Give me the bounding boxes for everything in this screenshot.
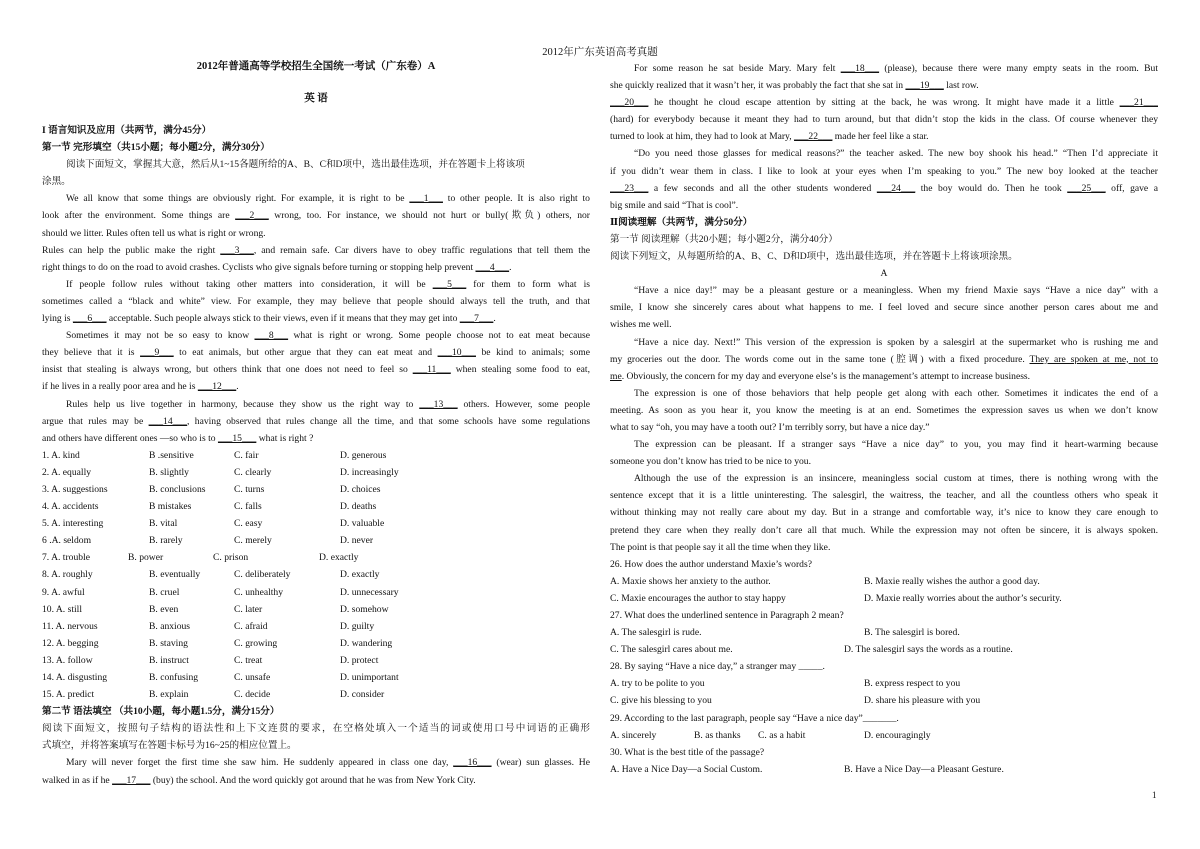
section1-heading: 第一节 完形填空（共15小题；每小题2分，满分30分） (42, 142, 270, 154)
reading-passage-line: sentence except that it is a little uninteresting. The salesgirl, the waitress, the teacher, and all the countless others who speak it (610, 490, 1158, 502)
cloze-passage-line: Rules help us live together in harmony, because they show us the right way to ___13___ others. However, some people (66, 398, 590, 410)
page-header: 2012年广东英语高考真题 (542, 47, 658, 58)
option-row (42, 635, 590, 652)
question-stem: 26. How does the author understand Maxie’s words? (610, 558, 812, 570)
grammar-passage-line: (hard) for everybody because it meant they had to turn around, but that didn’t stop the kids in the class. Of course whenever they (610, 114, 1158, 126)
option-row (42, 464, 590, 481)
option-choice: 8. A. roughly (42, 569, 93, 581)
option-choice: C. later (234, 603, 263, 615)
cloze-passage-line: if he lives in a really poor area and he is ___12___. (42, 381, 239, 393)
answer-row (610, 692, 1158, 709)
cloze-passage-line: should we litter. Rules often tell us what is right or wrong. (42, 227, 266, 239)
option-choice: C. fair (234, 449, 259, 461)
option-choice: D. generous (340, 449, 387, 461)
option-choice: B. anxious (149, 620, 191, 632)
option-choice: D. somehow (340, 603, 389, 615)
option-choice: 7. A. trouble (42, 552, 90, 564)
option-row (42, 686, 590, 703)
section3-instructions: 阅读下列短文，从每题所给的A、B、C、D和D项中，选出最佳选项，并在答题卡上将该项涂黑。 (610, 251, 1018, 263)
answer-choice: D. share his pleasure with you (864, 695, 981, 707)
grammar-passage-line: big smile and said “That is cool”. (610, 199, 739, 211)
cloze-options (42, 447, 590, 703)
option-choice: B .sensitive (149, 449, 194, 461)
answer-choice: C. as a habit (758, 729, 806, 741)
cloze-passage-line: they believe that it is ___9___ to eat animals, but other argue that they can eat meat and ___10___ be kind to animals; some (42, 347, 590, 359)
option-choice: C. treat (234, 654, 263, 666)
option-choice: C. unsafe (234, 672, 271, 683)
grammar-passage-line: walked in as if he ___17___ (buy) the school. And the word quickly got around that he was from New York City. (42, 774, 476, 786)
reading-passage-line: “Have a nice day. Next!” This version of the expression is spoken by a salesgirl at the supermarket who is rushing me and (634, 336, 1158, 348)
reading-passage-line: Although the use of the expression is an insincere, meaningless social custom at times, there is nothing wrong with the (634, 473, 1158, 485)
grammar-passage-continued (610, 60, 1158, 214)
answer-choice: A. The salesgirl is rude. (610, 627, 702, 639)
option-choice: B mistakes (149, 501, 192, 513)
option-choice: D. consider (340, 689, 385, 701)
option-choice: D. never (340, 535, 374, 547)
cloze-passage-line: argue that rules may be ___14___, having observed that rules change all the time, and that some schools have some regulations (42, 415, 590, 427)
cloze-passage-line: We all know that some things are obviously right. For example, it is right to be ___1___ to other people. It is also right to (66, 193, 590, 205)
option-choice: D. wandering (340, 637, 393, 649)
option-choice: C. easy (234, 518, 263, 530)
answer-choice: A. try to be polite to you (610, 678, 705, 690)
option-choice: D. exactly (340, 569, 380, 581)
answer-choice: C. give his blessing to you (610, 695, 712, 707)
option-choice: D. valuable (340, 518, 385, 530)
option-choice: 5. A. interesting (42, 518, 104, 530)
grammar-passage-line: she quickly realized that it wasn’t her, it was probably the fact that she sat in ___19___ last row. (610, 80, 979, 92)
answer-choice: B. Maxie really wishes the author a good day. (864, 575, 1040, 587)
option-choice: 2. A. equally (42, 466, 92, 478)
cloze-passage (42, 190, 590, 446)
option-choice: 11. A. nervous (42, 620, 98, 632)
cloze-passage-line: lying is ___6___ acceptable. Such people always stick to their views, even if it means that they may get into ___7___. (42, 313, 496, 325)
cloze-passage-line: Rules can help the public make the right ___3___, and remain safe. Car divers have to obey traffic regulations that tell them the (42, 244, 590, 256)
option-choice: B. rarely (149, 535, 183, 547)
cloze-passage-line: sometimes called a “black and white” view. For example, they may believe that people should always tell the truth, and that (42, 295, 590, 307)
reading-passage-line: what to say “oh, you may have a tooth out? I’m terribly sorry, but have a nice day.” (610, 421, 930, 433)
option-choice: D. protect (340, 654, 379, 666)
page-number: 1 (1152, 790, 1157, 800)
reading-passage-line: “Have a nice day!” may be a pleasant gesture or a meaningless. When my friend Maxie says “Have a nice day” with a (634, 285, 1158, 297)
option-choice: 4. A. accidents (42, 501, 99, 513)
answer-choice: B. as thanks (694, 729, 741, 741)
reading-passage-line: The expression is one of those behaviors that help people get along with each other. Sometimes it indicates the end of a (634, 387, 1158, 399)
grammar-passage-line: For some reason he sat beside Mary. Mary felt ___18___ (please), because there were many empty seats in the room. But (634, 63, 1158, 74)
option-choice: B. conclusions (149, 483, 206, 495)
reading-passage-line: pretend they care when they really don’t care all that much. While the expression may not often be sincere, it is always spoken. (610, 524, 1158, 536)
reading-passage-line: The point is that people say it all the time when they like. (610, 541, 831, 553)
reading-passage-line: me. Obviously, the concern for my day and everyone else’s is the management’s attempt to increase business. (610, 370, 1031, 382)
option-choice: 15. A. predict (42, 689, 95, 701)
option-choice: C. unhealthy (234, 586, 284, 598)
option-choice: C. clearly (234, 466, 272, 478)
reading-passage-line: without thinking may not really care about my day. But in a strange and comfortable way, it’s nice to know they care enough to (610, 507, 1158, 519)
answer-choice: A. sincerely (610, 729, 657, 741)
option-row (42, 549, 590, 566)
cloze-passage-line: Sometimes it may not be so easy to know ___8___ what is right or wrong. Some people choose not to eat meat because (66, 330, 590, 342)
answer-choice: D. Maxie really worries about the author’s security. (864, 592, 1062, 604)
reading-passage-line: The expression can be pleasant. If a stranger says “Have a nice day” to you, you may find it heart-warming because (634, 439, 1158, 451)
option-row (42, 498, 590, 515)
option-row (42, 481, 590, 498)
option-choice: C. afraid (234, 620, 268, 632)
option-choice: C. turns (234, 483, 265, 495)
section3-heading: 第一节 阅读理解（共20小题；每小题2分，满分40分） (610, 233, 838, 245)
option-row (42, 618, 590, 635)
option-choice: C. deliberately (234, 569, 291, 581)
reading-passage-line: smile, I know she sincerely cares about what happens to me. I feel loved and secure since another person cares about me and (610, 302, 1158, 314)
option-choice: C. prison (213, 552, 249, 564)
option-choice: C. falls (234, 501, 262, 513)
option-choice: 1. A. kind (42, 449, 80, 461)
answer-choice: A. Have a Nice Day—a Social Custom. (610, 763, 763, 775)
cloze-passage-line: right things to do on the road to avoid crashes. Cyclists who give signals before turning or stopping help prevent ___4___. (42, 261, 512, 273)
option-choice: 14. A. disgusting (42, 672, 108, 683)
option-choice: D. unimportant (340, 672, 399, 683)
exam-title: 2012年普通高等学校招生全国统一考试（广东卷）A (196, 61, 436, 72)
option-choice: 3. A. suggestions (42, 483, 108, 495)
option-choice: C. growing (234, 637, 278, 649)
option-choice: D. unnecessary (340, 586, 399, 598)
question-stem: 27. What does the underlined sentence in Paragraph 2 mean? (610, 610, 844, 621)
cloze-passage-line: insist that stealing is always wrong, but others think that one does not need to feel so ___11___ when stealing some food to eat, (42, 364, 590, 376)
answer-choice: A. Maxie shows her anxiety to the author. (610, 575, 771, 587)
answer-row (610, 641, 1158, 658)
option-row (42, 584, 590, 601)
cloze-passage-line: and others have different ones —so who is to ___15___ what is right ? (42, 432, 314, 444)
option-row (42, 669, 590, 686)
option-choice: B. explain (149, 689, 189, 701)
option-choice: B. staving (149, 637, 188, 649)
option-row (42, 532, 590, 549)
option-choice: B. slightly (149, 466, 189, 478)
passage-label: A (880, 268, 888, 280)
part2-heading: Ⅱ阅读理解（共两节，满分50分） (610, 216, 753, 228)
option-row (42, 447, 590, 464)
grammar-passage-line: “Do you need those glasses for medical reasons?” the teacher asked. The new boy shook his head.” “Then I’d appreciate it (634, 148, 1158, 160)
option-choice: 12. A. begging (42, 637, 99, 649)
grammar-passage (42, 754, 590, 788)
option-choice: B. confusing (149, 672, 199, 683)
option-choice: D. guilty (340, 620, 375, 632)
option-choice: B. instruct (149, 654, 189, 666)
answer-row (610, 761, 1158, 778)
cloze-passage-line: If people follow rules without taking other matters into consideration, it will be ___5___ for them to form what is (66, 278, 590, 290)
subject-title: 英 语 (304, 93, 328, 104)
grammar-passage-line: ___20___ he thought he cloud escape attention by sitting at the back, he was wrong. It might have made it a little ___21___ (610, 97, 1158, 109)
grammar-passage-line: if you didn’t wear them in class. I like to look at your eyes when I’m speaking to you.” The new boy looked at the teacher (610, 165, 1158, 177)
section2-instructions: 阅读下面短文，按照句子结构的语法性和上下文连贯的要求，在空格处填入一个适当的词或使用口号中词语的正确形 (42, 723, 590, 735)
answer-row (610, 727, 1158, 744)
reading-questions (610, 556, 1158, 778)
option-row (42, 601, 590, 618)
left-column (42, 60, 590, 789)
section2-heading: 第二节 语法填空 （共10小题，每小题1.5分，满分15分） (42, 706, 280, 718)
reading-passage-line: my groceries out the door. The words come out in the same tone (腔调) with a fixed procedure. They are spoken at me, not to (610, 353, 1158, 365)
option-row (42, 652, 590, 669)
reading-passage-line: someone you don’t know has tried to be nice to you. (610, 456, 811, 468)
option-choice: B. eventually (149, 569, 201, 581)
answer-choice: B. express respect to you (864, 678, 961, 690)
answer-choice: C. The salesgirl cares about me. (610, 644, 733, 656)
section1-instructions: 阅读下面短文，掌握其大意，然后从1~15各题所给的A、B、C和D项中，选出最佳选项，并在答题卡上将该项 (66, 159, 525, 171)
option-row (42, 515, 590, 532)
section1-instructions-cont: 涂黑。 (42, 176, 71, 188)
option-choice: D. choices (340, 483, 381, 495)
option-choice: B. cruel (149, 586, 180, 598)
option-choice: B. even (149, 603, 179, 615)
option-choice: 6 .A. seldom (42, 535, 92, 547)
grammar-passage-line: Mary will never forget the first time she saw him. He suddenly appeared in class one day, ___16___ (wear) sun glasses. He (66, 757, 590, 769)
answer-choice: D. encouragingly (864, 729, 931, 741)
answer-choice: B. The salesgirl is bored. (864, 627, 960, 639)
option-choice: C. decide (234, 689, 271, 701)
question-stem: 30. What is the best title of the passage? (610, 746, 765, 758)
answer-row (610, 675, 1158, 692)
reading-passage-line: meeting. As soon as you hear it, you know the meeting is at an end. Sometimes the expression saves us when we don’t know (610, 404, 1158, 416)
option-choice: D. exactly (319, 552, 359, 564)
answer-row (610, 573, 1158, 590)
option-choice: B. power (128, 552, 164, 564)
option-choice: 9. A. awful (42, 586, 85, 598)
grammar-passage-line: ___23___ a few seconds and all the other students wondered ___24___ the boy would do. Then he took ___25___ off, gave a (610, 182, 1158, 194)
answer-choice: C. Maxie encourages the author to stay happy (610, 592, 786, 604)
option-choice: D. deaths (340, 501, 377, 513)
question-stem: 28. By saying “Have a nice day,” a stranger may _____. (610, 661, 825, 673)
answer-choice: B. Have a Nice Day—a Pleasant Gesture. (844, 763, 1004, 775)
option-row (42, 566, 590, 583)
reading-passage-line: wishes me well. (610, 319, 672, 331)
right-column (610, 60, 1158, 778)
answer-row (610, 624, 1158, 641)
grammar-passage-line: turned to look at him, they had to look at Mary, ___22___ made her feel like a star. (610, 131, 929, 143)
reading-passage (610, 282, 1158, 556)
question-stem: 29. According to the last paragraph, people say “Have a nice day”_______. (610, 712, 899, 724)
answer-choice: D. The salesgirl says the words as a routine. (844, 644, 1013, 656)
cloze-passage-line: look after the environment. Some things are ___2___ wrong, too. For instance, we should not hurt or bully(欺负) others, nor (42, 210, 590, 222)
answer-row (610, 590, 1158, 607)
option-choice: D. increasingly (340, 466, 399, 478)
section2-instructions-cont: 式填空，并将答案填写在答题卡标号为16~25的相应位置上。 (42, 740, 297, 752)
part1-heading: I 语言知识及应用（共两节，满分45分） (42, 125, 212, 136)
option-choice: 13. A. follow (42, 654, 93, 666)
option-choice: C. merely (234, 535, 272, 547)
option-choice: B. vital (149, 518, 178, 530)
option-choice: 10. A. still (42, 603, 82, 615)
